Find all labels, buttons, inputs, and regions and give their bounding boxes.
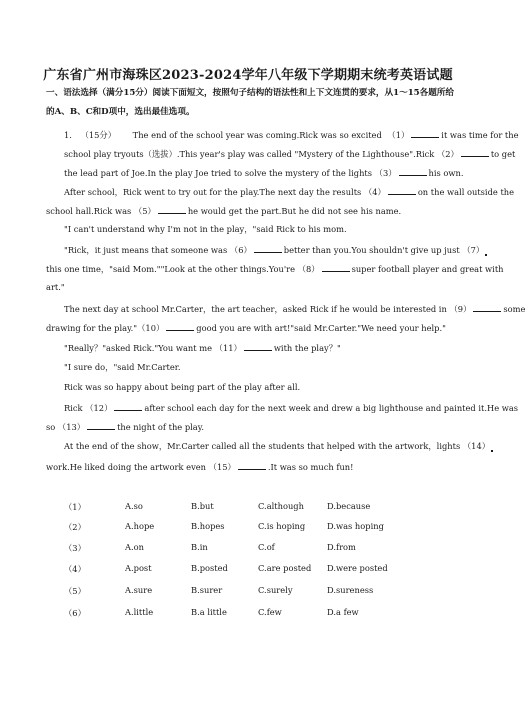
answer-blank[interactable]: [322, 262, 350, 272]
passage-text: with the play？": [273, 343, 341, 353]
passage-text: art.": [46, 282, 65, 292]
passage-text: some: [503, 304, 525, 314]
option-row: [0, 585, 496, 597]
passage-text: his own.: [428, 168, 464, 178]
option-d[interactable]: D.from: [327, 542, 356, 552]
option-number: （6）: [64, 608, 86, 618]
option-a[interactable]: A.sure: [125, 585, 153, 595]
answer-blank[interactable]: [388, 185, 416, 195]
option-a[interactable]: A.so: [125, 501, 143, 511]
option-number: （5）: [64, 586, 86, 596]
option-row: [0, 542, 496, 554]
question-score: （15分）: [80, 130, 117, 140]
passage-line: [64, 243, 487, 256]
blank-number: （3）: [374, 168, 397, 178]
answer-blank[interactable]: [114, 401, 142, 411]
passage-text: Rick: [64, 403, 83, 413]
option-row: [0, 501, 496, 513]
option-d[interactable]: D.sureness: [327, 585, 374, 595]
section-heading: 一、语法选择（满分15分）阅读下面短文，按照句子结构的语法性和上下文连贯的要求，从1～15各题所给的A、B、C和D项中，选出最佳选项。: [46, 88, 455, 117]
passage-text: "I can't understand why I'm not in the play，"said Rick to his mom.: [64, 224, 347, 234]
blank-marker[interactable]: [491, 450, 493, 452]
question-number: 1.: [64, 130, 72, 140]
blank-number: （11）: [214, 343, 242, 353]
blank-number: （2）: [436, 149, 459, 159]
answer-blank[interactable]: [399, 166, 427, 176]
passage-text: "I sure do，"said Mr.Carter.: [64, 362, 181, 372]
passage-text: so: [46, 422, 56, 432]
answer-blank[interactable]: [87, 420, 115, 430]
passage-text: .It was so much fun!: [267, 462, 354, 472]
passage-text: on the wall outside the: [417, 187, 515, 197]
option-b[interactable]: B.hopes: [191, 521, 225, 531]
answer-blank[interactable]: [158, 204, 186, 214]
passage-text: After school，Rick went to try out for the play.The next day the results: [64, 187, 362, 197]
passage-line: [64, 128, 519, 141]
answer-blank[interactable]: [461, 147, 489, 157]
passage-line: [64, 185, 514, 198]
passage-line: [46, 420, 204, 433]
passage-line: [46, 281, 65, 293]
option-number: （4）: [64, 564, 86, 574]
passage-text: At the end of the show，Mr.Carter called all the students that helped with the artwork，lights: [64, 441, 461, 451]
passage-line: [64, 223, 347, 235]
passage-text: The next day at school Mr.Carter，the art teacher，asked Rick if he would be interested in: [64, 304, 447, 314]
option-b[interactable]: B.a little: [191, 607, 227, 617]
passage-line: [64, 401, 518, 414]
passage-text: "Rick，it just means that someone was: [64, 245, 228, 255]
option-c[interactable]: C.although: [258, 501, 304, 511]
passage-line: [64, 302, 525, 315]
option-number: （2）: [64, 522, 86, 532]
option-a[interactable]: A.hope: [125, 521, 155, 531]
blank-number: （4）: [363, 187, 386, 197]
option-a[interactable]: A.on: [125, 542, 144, 552]
option-b[interactable]: B.surer: [191, 585, 223, 595]
blank-number: （1）: [387, 130, 410, 140]
passage-text: school play tryouts（选拔）.This year's play was called "Mystery of the Lighthouse".Rick: [64, 149, 435, 159]
option-b[interactable]: B.posted: [191, 563, 228, 573]
passage-text: drawing for the play."（10）: [46, 323, 165, 333]
blank-marker[interactable]: [485, 254, 487, 256]
answer-blank[interactable]: [254, 243, 282, 253]
passage-line: [64, 166, 464, 179]
option-c[interactable]: C.is hoping: [258, 521, 306, 531]
option-d[interactable]: D.were posted: [327, 563, 388, 573]
option-a[interactable]: A.post: [125, 563, 152, 573]
page-title: 广东省广州市海珠区2023-2024学年八年级下学期期末统考英语试题: [43, 68, 453, 83]
answer-blank[interactable]: [166, 321, 194, 331]
passage-line: [46, 321, 446, 334]
passage-text: after school each day for the next week and drew a big lighthouse and painted it.He was: [144, 403, 519, 413]
option-row: [0, 607, 496, 619]
passage-text: super football player and great with: [351, 264, 504, 274]
passage-text: to get: [490, 149, 516, 159]
option-c[interactable]: C.few: [258, 607, 282, 617]
option-number: （1）: [64, 502, 86, 512]
answer-blank[interactable]: [411, 128, 439, 138]
option-row: [0, 563, 496, 575]
blank-number: （5）: [133, 206, 156, 216]
answer-blank[interactable]: [244, 341, 272, 351]
option-b[interactable]: B.in: [191, 542, 208, 552]
passage-line: [46, 460, 353, 473]
answer-blank[interactable]: [238, 460, 266, 470]
passage-text: the night of the play.: [117, 422, 204, 432]
passage-line: [64, 440, 493, 452]
option-c[interactable]: C.surely: [258, 585, 293, 595]
passage-text: this one time，"said Mom.""Look at the other things.You're: [46, 264, 296, 274]
passage-line: [46, 262, 504, 275]
option-c[interactable]: C.of: [258, 542, 275, 552]
option-b[interactable]: B.but: [191, 501, 214, 511]
option-c[interactable]: C.are posted: [258, 563, 312, 573]
blank-number: （8）: [297, 264, 320, 274]
blank-number: （15）: [208, 462, 236, 472]
passage-text: good you are with art!"said Mr.Carter."We need your help.": [196, 323, 446, 333]
passage-line: [64, 341, 341, 354]
option-d[interactable]: D.was hoping: [327, 521, 384, 531]
option-a[interactable]: A.little: [125, 607, 154, 617]
passage-text: "Really？"asked Rick."You want me: [64, 343, 213, 353]
answer-blank[interactable]: [473, 302, 501, 312]
passage-text: Rick was so happy about being part of the play after all.: [64, 382, 301, 392]
passage-text: school hall.Rick was: [46, 206, 132, 216]
option-number: （3）: [64, 543, 86, 553]
blank-number: （9）: [449, 304, 472, 314]
passage-text: better than you.You shouldn't give up just: [283, 245, 460, 255]
blank-number: （6）: [229, 245, 252, 255]
blank-number: （13）: [57, 422, 86, 432]
blank-number: （7）: [462, 245, 485, 255]
option-d[interactable]: D.a few: [327, 607, 359, 617]
passage-line: [46, 204, 401, 217]
passage-text: work.He liked doing the artwork even: [46, 462, 207, 472]
passage-line: [64, 147, 515, 160]
passage-text: it was time for the: [441, 130, 519, 140]
passage-text: The end of the school year was coming.Rick was so excited: [132, 130, 382, 140]
passage-line: [64, 381, 300, 393]
passage-text: the lead part of Joe.In the play Joe tried to solve the mystery of the lights: [64, 168, 373, 178]
blank-number: （14）: [462, 441, 491, 451]
blank-number: （12）: [85, 403, 113, 413]
passage-text: he would get the part.But he did not see his name.: [187, 206, 402, 216]
passage-line: [64, 361, 180, 373]
option-row: [0, 521, 496, 533]
option-d[interactable]: D.because: [327, 501, 371, 511]
